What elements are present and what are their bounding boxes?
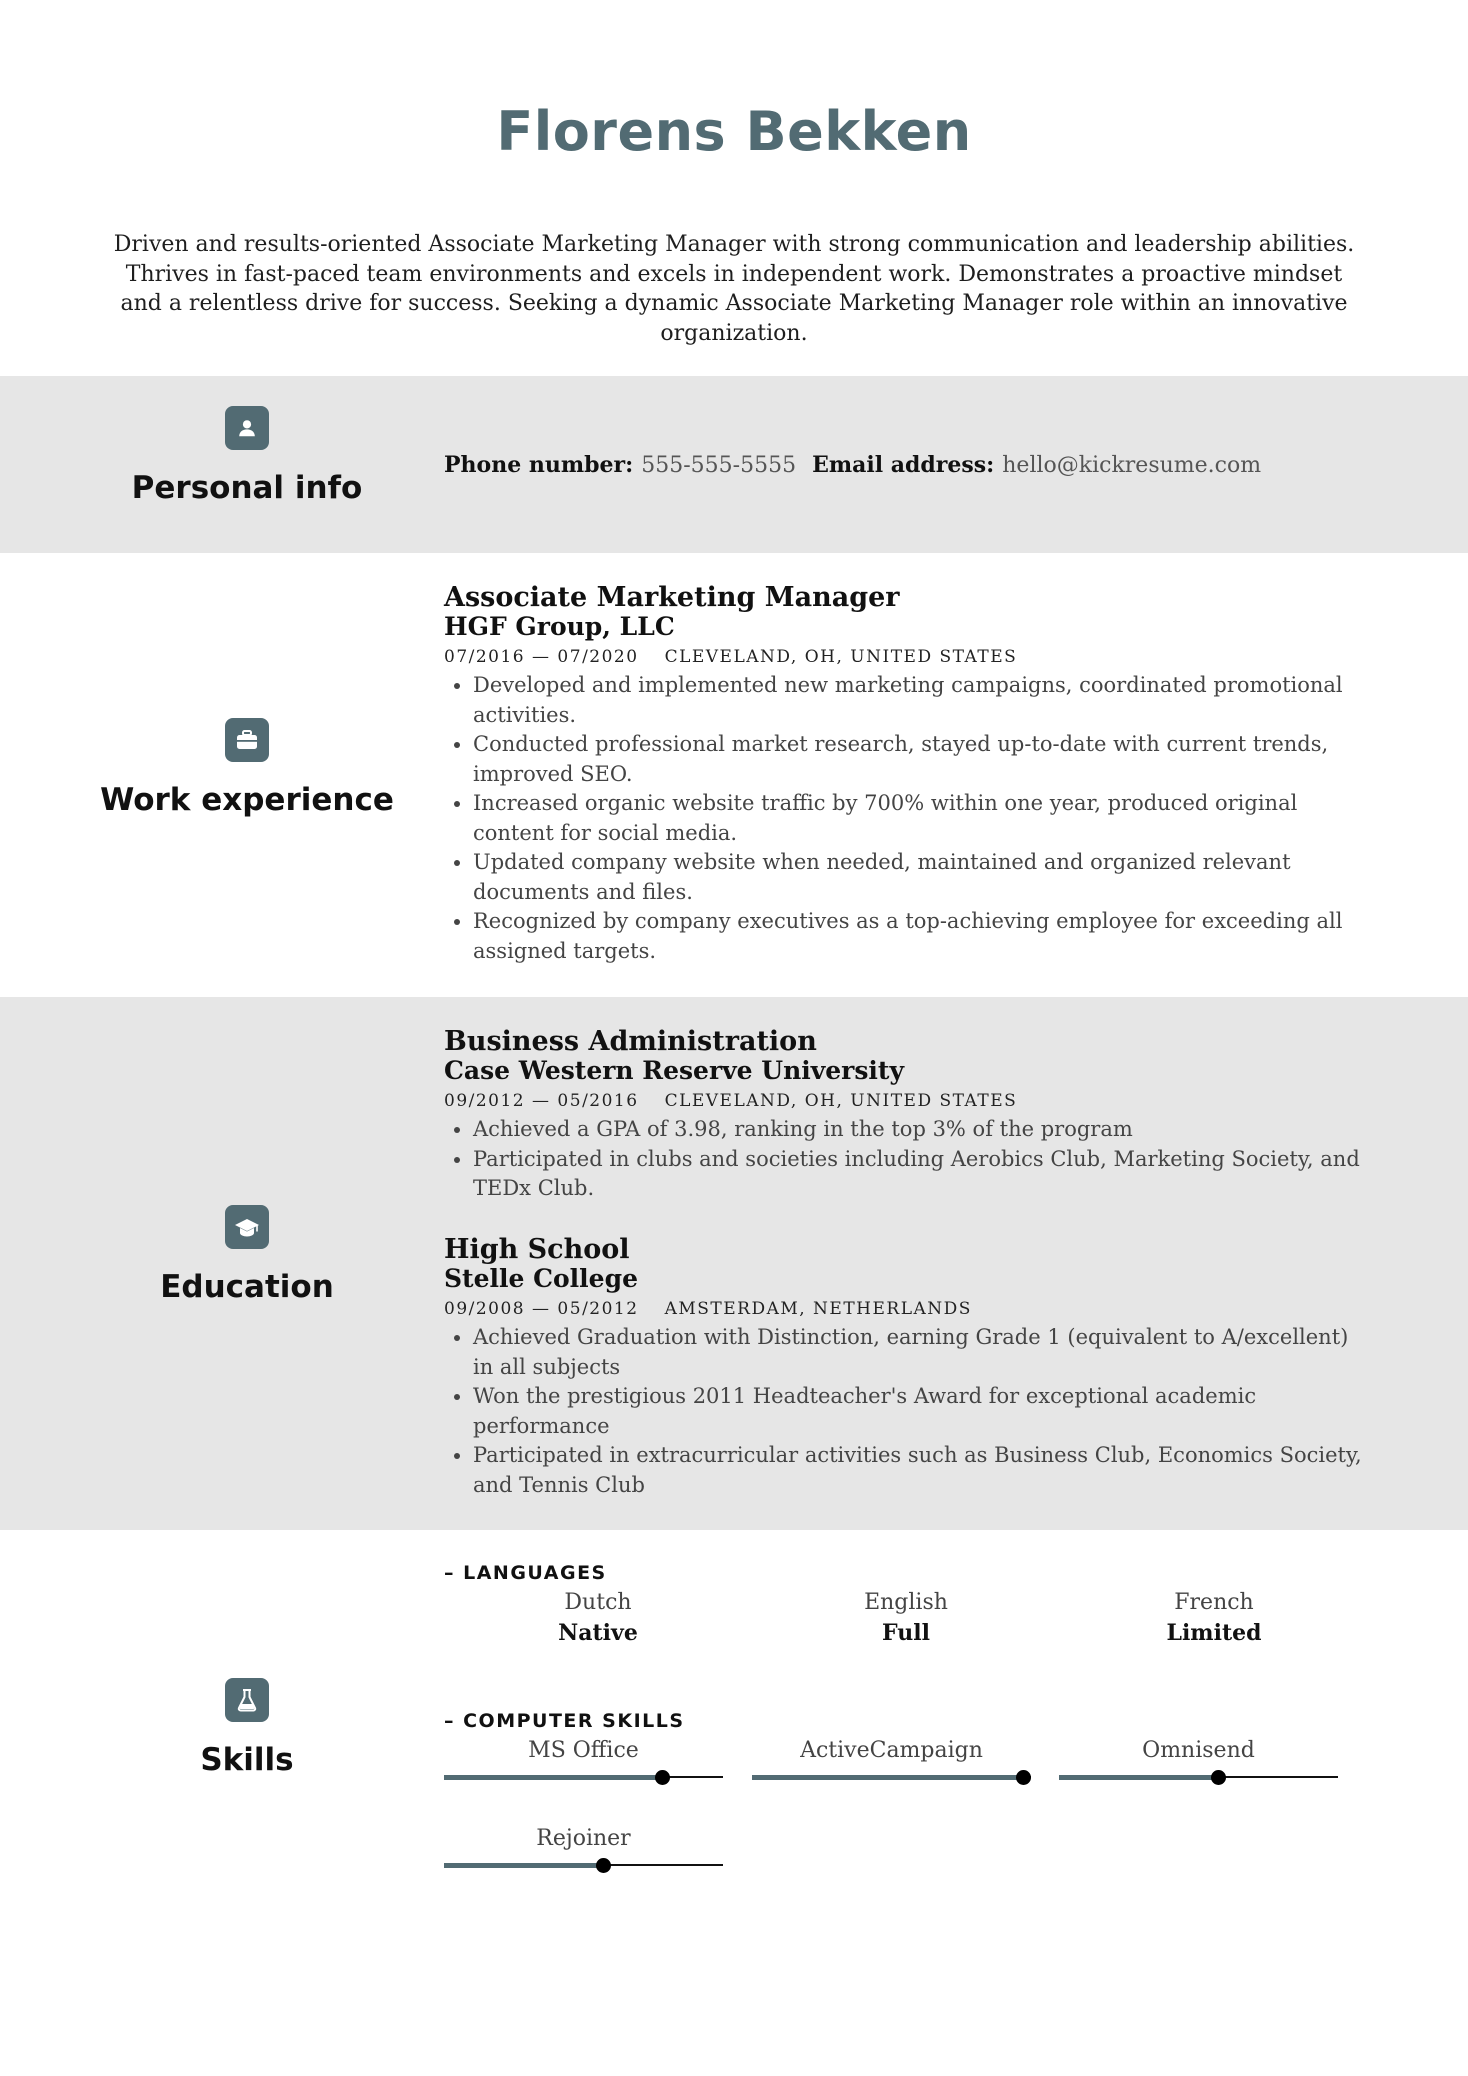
skill-item (752, 1736, 1031, 1786)
job-title: Associate Marketing Manager (444, 582, 900, 613)
languages-heading: – LANGUAGES (444, 1562, 607, 1584)
skill-item (1059, 1736, 1338, 1786)
phone-label: Phone number: (444, 452, 634, 478)
language-name: English (864, 1590, 948, 1615)
languages-list (444, 1588, 1368, 1648)
employer-name: HGF Group, LLC (444, 612, 675, 641)
profile-summary: Driven and results-oriented Associate Marketing Manager with strong communication and leadership abilities. Thrives in fast-paced team environments and excels in independent work. Demonstrates a proactive mindset and a relentless drive for success. Seeking a dynamic Associate Marketing Manager role within an innovative organization. (113, 232, 1355, 346)
language-item (444, 1588, 752, 1648)
list-item: • Won the prestigious 2011 Headteacher's Award for exceptional academic performance (473, 1382, 1369, 1441)
person-icon (225, 406, 269, 450)
education-dates: 09/2008 — 05/2012 (444, 1299, 639, 1319)
skill-level-knob (1211, 1770, 1226, 1785)
phone-value[interactable]: 555-555-5555 (641, 453, 797, 478)
school-name: Stelle College (444, 1264, 638, 1293)
skill-name: MS Office (528, 1738, 639, 1763)
section-title: Education (160, 1269, 334, 1305)
work-experience-heading (0, 718, 494, 818)
email-label: Email address: (812, 452, 995, 478)
language-name: French (1174, 1590, 1254, 1615)
list-item: • Developed and implemented new marketing campaigns, coordinated promotional activities. (473, 671, 1369, 730)
skill-level-bar (1059, 1768, 1338, 1786)
flask-icon (225, 1678, 269, 1722)
work-experience-section (0, 553, 1468, 997)
education-meta (444, 1297, 1369, 1321)
list-item: • Increased organic website traffic by 700% within one year, produced original content for social media. (473, 789, 1369, 848)
skill-level-knob (1016, 1770, 1031, 1785)
computer-skills-heading: – COMPUTER SKILLS (444, 1710, 685, 1732)
skill-name: ActiveCampaign (800, 1738, 983, 1763)
candidate-name: Florens Bekken (496, 100, 972, 163)
list-item: • Achieved a GPA of 3.98, ranking in the top 3% of the program (473, 1115, 1369, 1145)
email-value[interactable]: hello@kickresume.com (1002, 453, 1262, 478)
job-bullets (444, 671, 1369, 966)
skill-item (444, 1824, 723, 1874)
personal-info-heading (0, 406, 494, 506)
education-dates: 09/2012 — 05/2016 (444, 1091, 639, 1111)
section-title: Skills (200, 1742, 294, 1778)
list-item: • Recognized by company executives as a top-achieving employee for exceeding all assigned targets. (473, 907, 1369, 966)
language-level: Native (558, 1620, 638, 1646)
education-heading (0, 1205, 494, 1305)
skill-level-bar (444, 1856, 723, 1874)
job-dates: 07/2016 — 07/2020 (444, 647, 639, 667)
list-item: • Participated in extracurricular activities such as Business Club, Economics Society, and Tennis Club (473, 1441, 1369, 1500)
language-item (752, 1588, 1060, 1648)
education-entry (444, 1027, 1369, 1204)
list-item: • Updated company website when needed, maintained and organized relevant documents and files. (473, 848, 1369, 907)
list-item: • Participated in clubs and societies including Aerobics Club, Marketing Society, and TEDx Club. (473, 1145, 1369, 1204)
skill-level-knob (655, 1770, 670, 1785)
education-section (0, 997, 1468, 1530)
skill-level-knob (596, 1858, 611, 1873)
education-meta (444, 1089, 1369, 1113)
education-entry (444, 1235, 1369, 1500)
education-bullets (444, 1115, 1369, 1204)
section-title: Work experience (100, 782, 394, 818)
list-item: • Achieved Graduation with Distinction, earning Grade 1 (equivalent to A/excellent) in all subjects (473, 1323, 1369, 1382)
work-entry (444, 583, 1369, 966)
section-title: Personal info (131, 470, 363, 506)
skill-item (444, 1736, 723, 1786)
personal-info-section (0, 376, 1468, 553)
language-name: Dutch (564, 1590, 632, 1615)
education-location: CLEVELAND, OH, UNITED STATES (664, 1091, 1018, 1111)
briefcase-icon (225, 718, 269, 762)
school-name: Case Western Reserve University (444, 1056, 904, 1085)
language-item (1060, 1588, 1368, 1648)
education-location: AMSTERDAM, NETHERLANDS (664, 1299, 972, 1319)
degree-title: Business Administration (444, 1026, 817, 1057)
skill-name: Omnisend (1142, 1738, 1255, 1763)
degree-title: High School (444, 1234, 630, 1265)
language-level: Limited (1166, 1620, 1262, 1646)
skill-level-bar (752, 1768, 1031, 1786)
job-meta (444, 645, 1369, 669)
skill-name: Rejoiner (536, 1826, 631, 1851)
skills-section (0, 1530, 1468, 1930)
language-level: Full (882, 1620, 930, 1646)
skills-heading (0, 1678, 494, 1778)
skill-level-bar (444, 1768, 723, 1786)
contact-line (444, 450, 1369, 481)
job-location: CLEVELAND, OH, UNITED STATES (664, 647, 1018, 667)
list-item: • Conducted professional market research, stayed up-to-date with current trends, improved SEO. (473, 730, 1369, 789)
education-bullets (444, 1323, 1369, 1500)
graduation-cap-icon (225, 1205, 269, 1249)
